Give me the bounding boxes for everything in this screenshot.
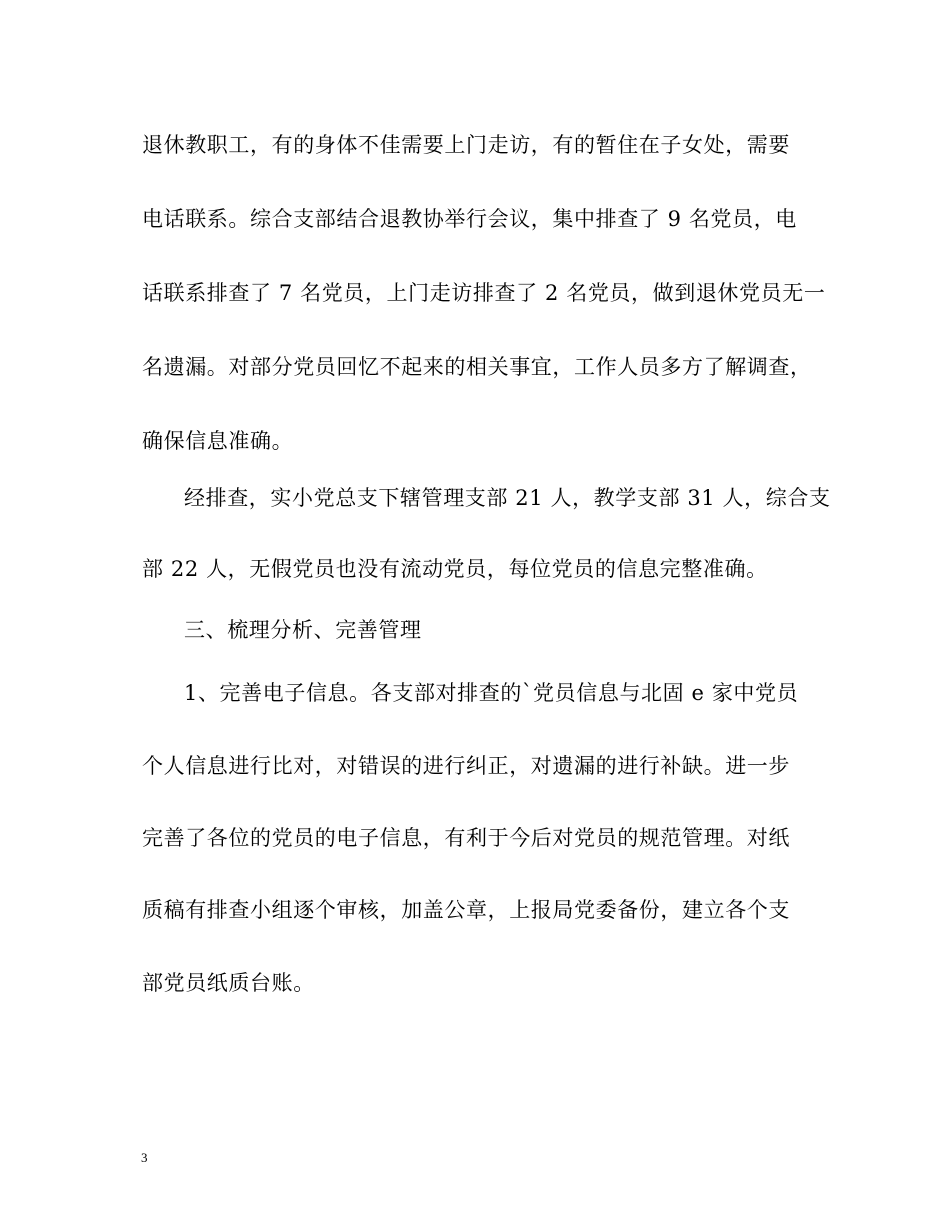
text-line: 话联系排查了 7 名党员，上门走访排查了 2 名党员，做到退休党员无一 xyxy=(142,281,826,305)
page-number: 3 xyxy=(141,1150,148,1165)
text-line: 1、完善电子信息。各支部对排查的`党员信息与北固 e 家中党员 xyxy=(184,681,799,705)
text-line: 部 22 人，无假党员也没有流动党员，每位党员的信息完整准确。 xyxy=(142,557,768,581)
text-line: 质稿有排查小组逐个审核，加盖公章，上报局党委备份，建立各个支 xyxy=(142,898,790,922)
text-line: 完善了各位的党员的电子信息，有利于今后对党员的规范管理。对纸 xyxy=(142,826,790,850)
text-line: 退休教职工，有的身体不佳需要上门走访，有的暂住在子女处，需要 xyxy=(142,133,790,157)
text-line: 个人信息进行比对，对错误的进行纠正，对遗漏的进行补缺。进一步 xyxy=(142,754,790,778)
section-heading: 三、梳理分析、完善管理 xyxy=(184,618,422,642)
text-line: 确保信息准确。 xyxy=(142,429,294,453)
text-line: 电话联系。综合支部结合退教协举行会议，集中排查了 9 名党员，电 xyxy=(142,207,797,231)
text-line: 名遗漏。对部分党员回忆不起来的相关事宜，工作人员多方了解调查， xyxy=(142,355,812,379)
text-line: 部党员纸质台账。 xyxy=(142,971,315,995)
text-line: 经排查，实小党总支下辖管理支部 21 人，教学支部 31 人，综合支 xyxy=(184,486,831,510)
